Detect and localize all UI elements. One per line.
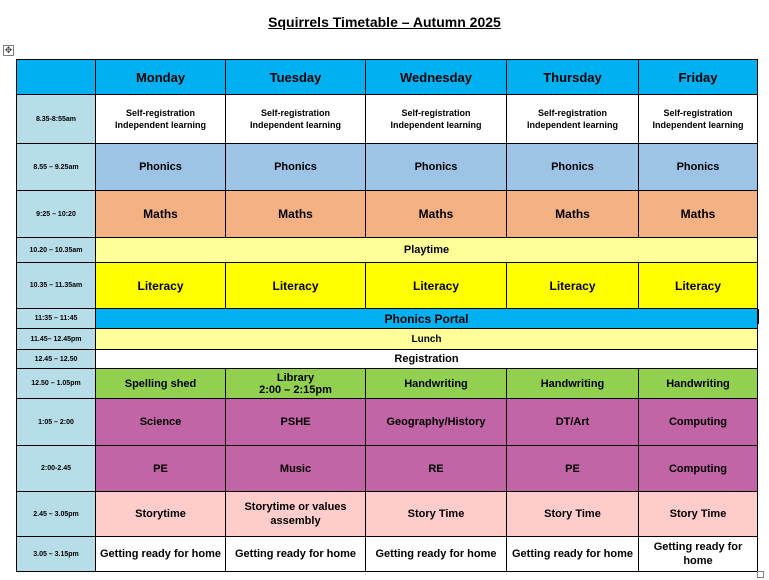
table-row bbox=[17, 369, 758, 399]
header-corner-cell bbox=[17, 60, 96, 95]
spanning-cell-phonics-portal: Phonics Portal bbox=[96, 309, 758, 329]
table-move-handle-icon[interactable]: ✥ bbox=[4, 45, 13, 55]
day-header-friday: Friday bbox=[639, 60, 758, 95]
lesson-cell: Getting ready for home bbox=[96, 537, 226, 572]
time-cell: 9:25 – 10:20 bbox=[17, 191, 96, 238]
lesson-cell: Phonics bbox=[226, 144, 366, 191]
table-resize-handle-icon[interactable] bbox=[757, 571, 764, 578]
lesson-cell: Getting ready for home bbox=[639, 537, 758, 572]
time-cell: 11:35 – 11:45 bbox=[17, 309, 96, 329]
lesson-cell: Handwriting bbox=[507, 369, 639, 399]
lesson-cell: Phonics bbox=[96, 144, 226, 191]
lesson-cell: Music bbox=[226, 446, 366, 492]
table-row bbox=[17, 350, 758, 369]
lesson-cell: RE bbox=[366, 446, 507, 492]
lesson-cell: Maths bbox=[639, 191, 758, 238]
lesson-cell: Maths bbox=[366, 191, 507, 238]
table-row bbox=[17, 309, 758, 329]
lesson-cell: Handwriting bbox=[639, 369, 758, 399]
lesson-cell: Maths bbox=[96, 191, 226, 238]
time-cell: 10.35 – 11.35am bbox=[17, 263, 96, 309]
time-cell: 8.35-8:55am bbox=[17, 95, 96, 144]
day-header-tuesday: Tuesday bbox=[226, 60, 366, 95]
day-header-monday: Monday bbox=[96, 60, 226, 95]
timetable bbox=[16, 59, 758, 572]
lesson-cell: Science bbox=[96, 399, 226, 446]
lesson-cell: Handwriting bbox=[366, 369, 507, 399]
table-row bbox=[17, 191, 758, 238]
lesson-cell: Computing bbox=[639, 399, 758, 446]
lesson-cell: Literacy bbox=[96, 263, 226, 309]
lesson-cell: Phonics bbox=[507, 144, 639, 191]
lesson-cell: Maths bbox=[226, 191, 366, 238]
spanning-cell-playtime: Playtime bbox=[96, 238, 758, 263]
lesson-cell: Maths bbox=[507, 191, 639, 238]
time-cell: 2:00-2.45 bbox=[17, 446, 96, 492]
lesson-cell: Story Time bbox=[366, 492, 507, 537]
lesson-cell: PE bbox=[96, 446, 226, 492]
table-row bbox=[17, 238, 758, 263]
table-row bbox=[17, 95, 758, 144]
lesson-cell: Phonics bbox=[366, 144, 507, 191]
lesson-cell: Self-registration Independent learning bbox=[366, 95, 507, 144]
time-cell: 12.45 – 12.50 bbox=[17, 350, 96, 369]
lesson-cell: Storytime or values assembly bbox=[226, 492, 366, 537]
time-cell: 10.20 – 10.35am bbox=[17, 238, 96, 263]
time-cell: 11.45– 12.45pm bbox=[17, 329, 96, 350]
time-cell: 1:05 – 2:00 bbox=[17, 399, 96, 446]
table-row bbox=[17, 492, 758, 537]
lesson-cell: Geography/History bbox=[366, 399, 507, 446]
spanning-cell-registration: Registration bbox=[96, 350, 758, 369]
text-cursor bbox=[758, 309, 759, 324]
header-row bbox=[17, 60, 758, 95]
lesson-cell: PE bbox=[507, 446, 639, 492]
lesson-cell: Library 2:00 – 2:15pm bbox=[226, 369, 366, 399]
table-row bbox=[17, 144, 758, 191]
day-header-thursday: Thursday bbox=[507, 60, 639, 95]
time-cell: 3.05 – 3.15pm bbox=[17, 537, 96, 572]
lesson-cell: Literacy bbox=[366, 263, 507, 309]
lesson-cell: Story Time bbox=[639, 492, 758, 537]
lesson-cell: Story Time bbox=[507, 492, 639, 537]
table-row bbox=[17, 399, 758, 446]
table-row bbox=[17, 537, 758, 572]
lesson-cell: Literacy bbox=[507, 263, 639, 309]
table-row bbox=[17, 446, 758, 492]
lesson-cell: Phonics bbox=[639, 144, 758, 191]
time-cell: 8.55 – 9.25am bbox=[17, 144, 96, 191]
lesson-cell: Getting ready for home bbox=[226, 537, 366, 572]
lesson-cell: PSHE bbox=[226, 399, 366, 446]
lesson-cell: Getting ready for home bbox=[366, 537, 507, 572]
time-cell: 12.50 – 1.05pm bbox=[17, 369, 96, 399]
lesson-cell: Self-registration Independent learning bbox=[226, 95, 366, 144]
lesson-cell: Storytime bbox=[96, 492, 226, 537]
lesson-cell: Spelling shed bbox=[96, 369, 226, 399]
lesson-cell: Self-registration Independent learning bbox=[639, 95, 758, 144]
time-cell: 2.45 – 3.05pm bbox=[17, 492, 96, 537]
lesson-cell: Self-registration Independent learning bbox=[507, 95, 639, 144]
lesson-cell: Literacy bbox=[639, 263, 758, 309]
lesson-cell: Literacy bbox=[226, 263, 366, 309]
lesson-cell: Computing bbox=[639, 446, 758, 492]
page-title: Squirrels Timetable – Autumn 2025 bbox=[268, 14, 501, 30]
table-row bbox=[17, 263, 758, 309]
lesson-cell: Getting ready for home bbox=[507, 537, 639, 572]
lesson-cell: DT/Art bbox=[507, 399, 639, 446]
lesson-cell: Self-registration Independent learning bbox=[96, 95, 226, 144]
day-header-wednesday: Wednesday bbox=[366, 60, 507, 95]
spanning-cell-lunch: Lunch bbox=[96, 329, 758, 350]
table-row bbox=[17, 329, 758, 350]
